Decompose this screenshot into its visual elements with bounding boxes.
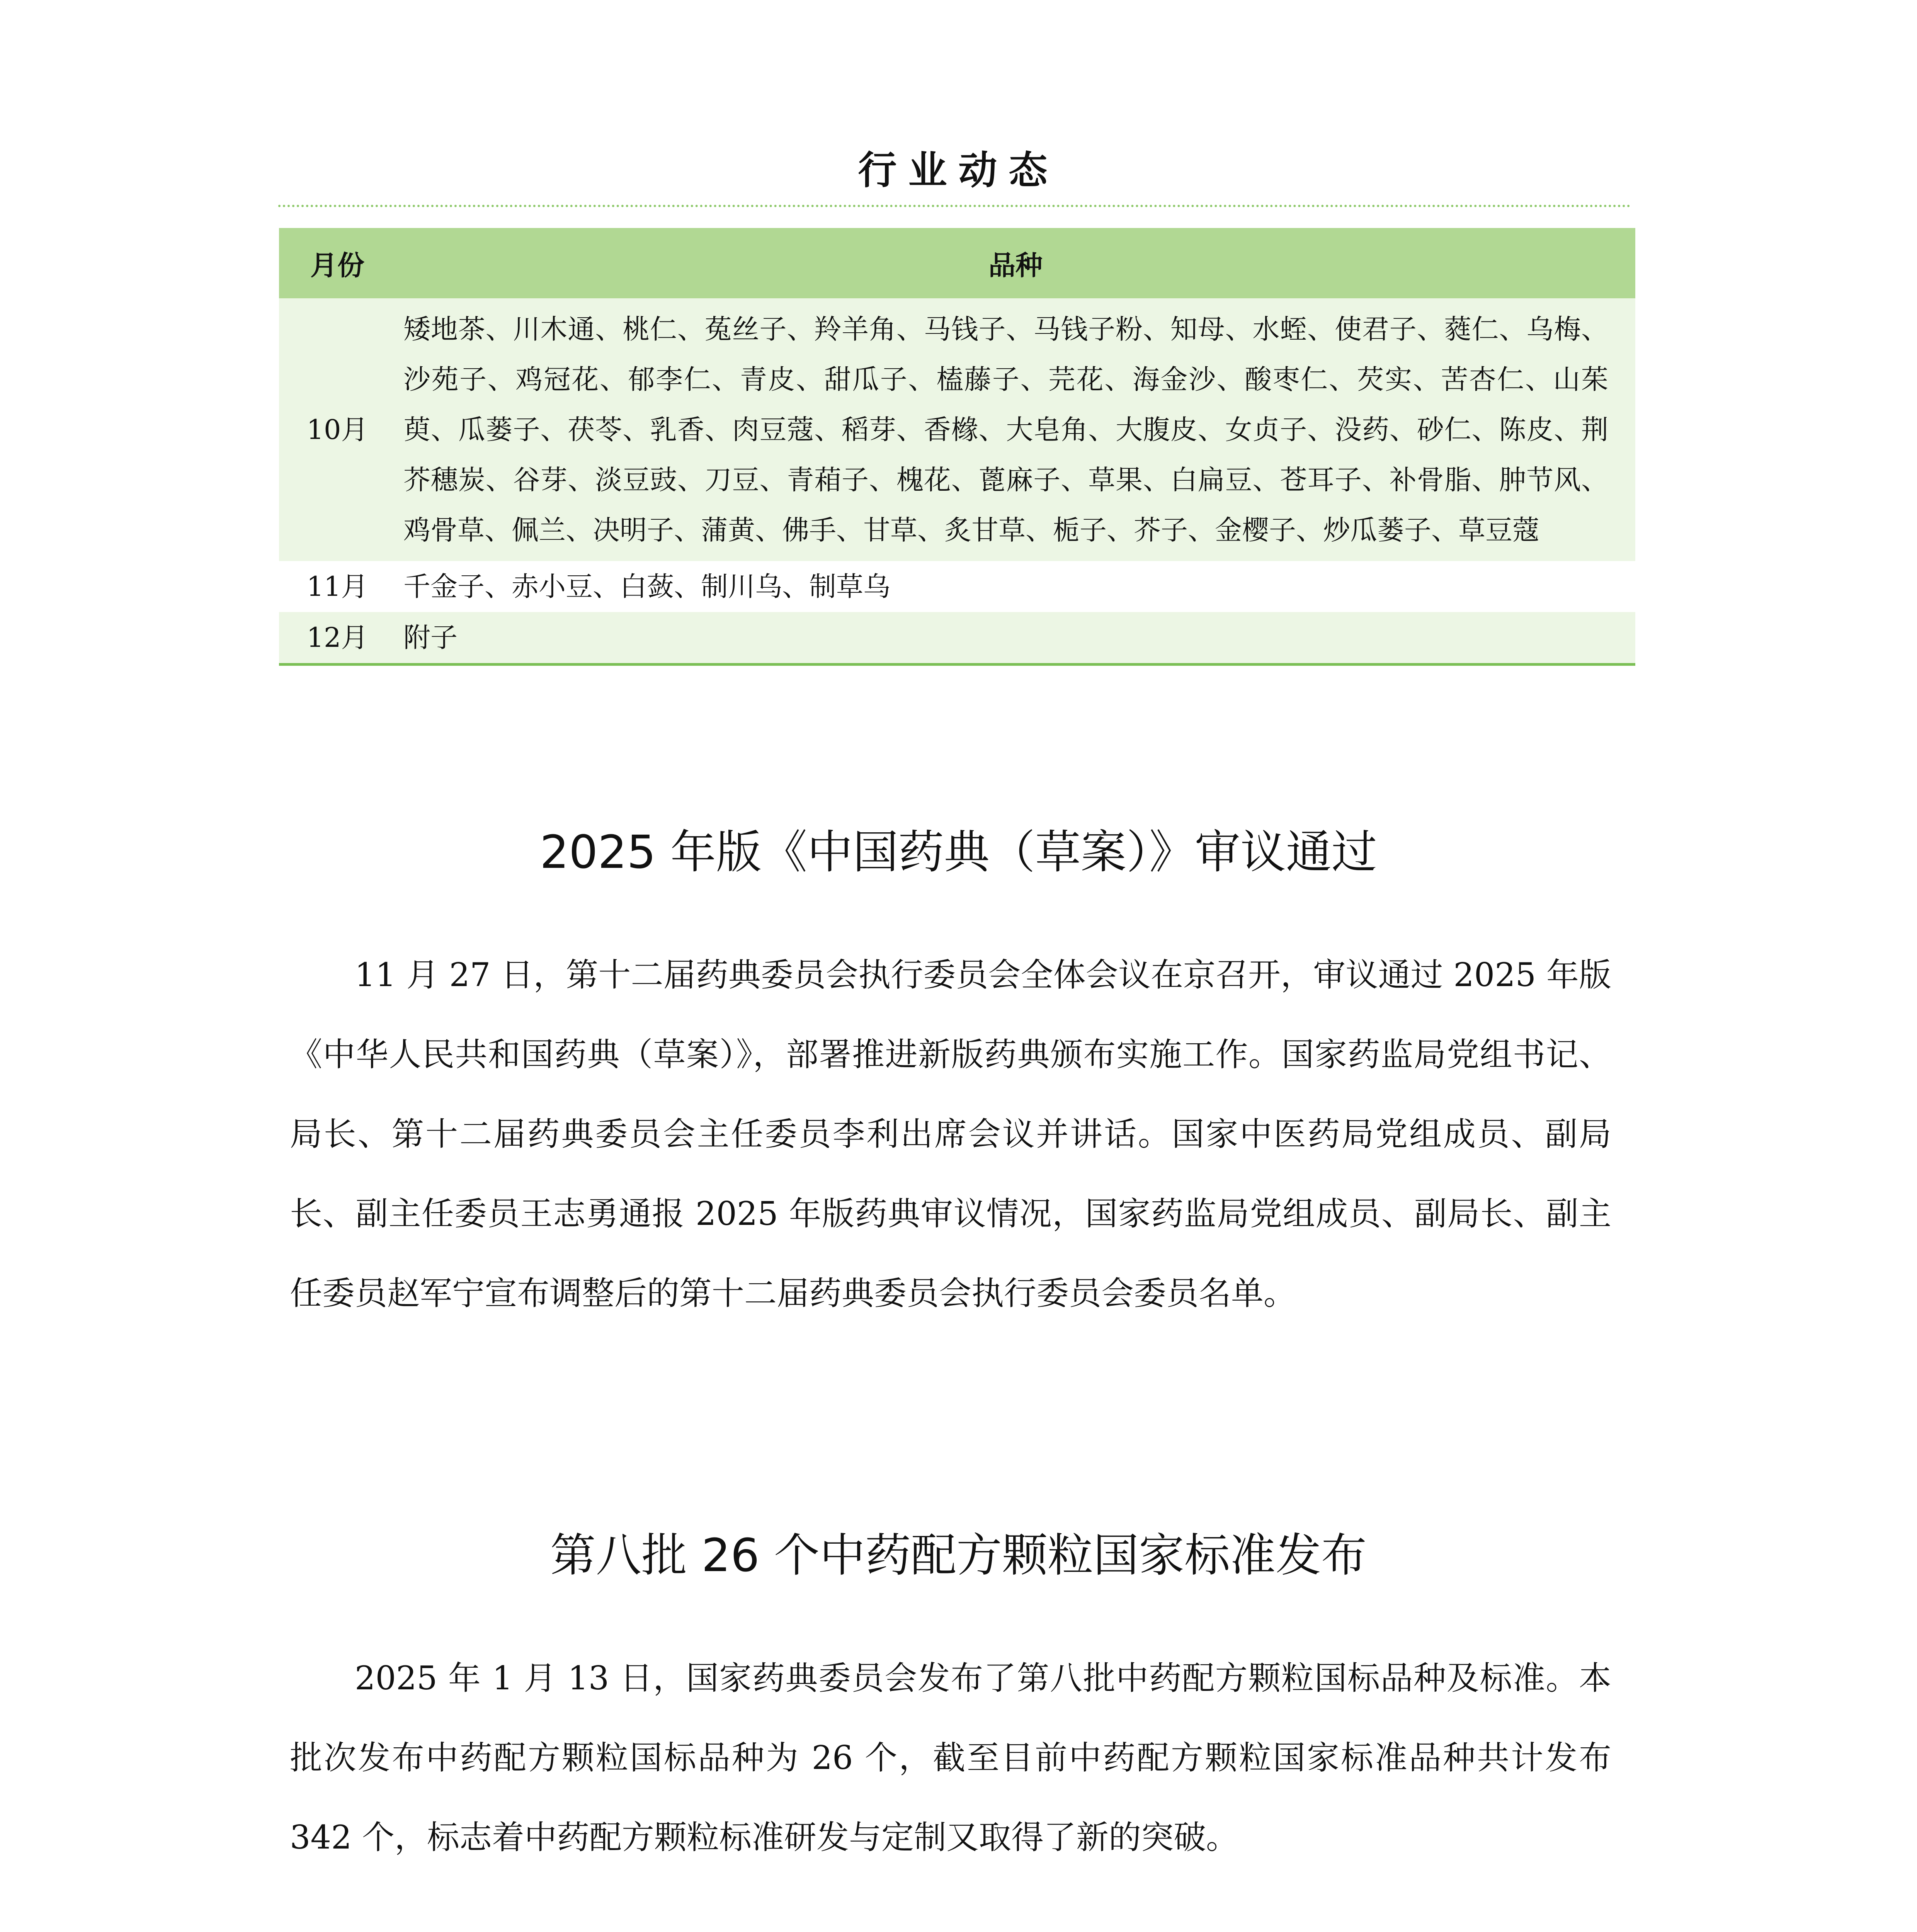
month-cell: 11月 [306, 571, 368, 602]
section-title: 行业动态 [858, 148, 1059, 193]
month-cell: 10月 [279, 298, 396, 561]
article-title: 第八批 26 个中药配方颗粒国家标准发布 [550, 1529, 1367, 1582]
month-cell: 12月 [279, 612, 396, 665]
table-row [279, 298, 1635, 561]
article-body: 2025 年 1 月 13 日，国家药典委员会发布了第八批中药配方颗粒国标品种及标准。本批次发布中药配方颗粒国标品种为 26 个，截至目前中药配方颗粒国家标准品种共计发布 342 个，标志着中药配方颗粒标准研发与定制又取得了新的突破。 [290, 1659, 1611, 1856]
header-divider [278, 205, 1631, 207]
table-row [279, 612, 1635, 665]
varieties-cell: 千金子、赤小豆、白蔹、制川乌、制草乌 [403, 571, 890, 602]
varieties-cell: 附子 [396, 612, 1635, 665]
column-header-varieties: 品种 [396, 228, 1635, 298]
varieties-cell: 矮地茶、川木通、桃仁、菟丝子、羚羊角、马钱子、马钱子粉、知母、水蛭、使君子、蕤仁、乌梅、沙苑子、鸡冠花、郁李仁、青皮、甜瓜子、榼藤子、芫花、海金沙、酸枣仁、芡实、苦杏仁、山茱萸、瓜蒌子、茯苓、乳香、肉豆蔻、稻芽、香橼、大皂角、大腹皮、女贞子、没药、砂仁、陈皮、荆芥穗炭、谷芽、淡豆豉、刀豆、青葙子、槐花、蓖麻子、草果、白扁豆、苍耳子、补骨脂、肿节风、鸡骨草、佩兰、决明子、蒲黄、佛手、甘草、炙甘草、栀子、芥子、金樱子、炒瓜蒌子、草豆蔻 [396, 298, 1635, 561]
column-header-month: 月份 [279, 228, 396, 298]
table-row [279, 561, 1635, 612]
article-body: 11 月 27 日，第十二届药典委员会执行委员会全体会议在京召开，审议通过 2025 年版《中华人民共和国药典（草案）》，部署推进新版药典颁布实施工作。国家药监局党组书记、局长、第十二届药典委员会主任委员李利出席会议并讲话。国家中医药局党组成员、副局长、副主任委员王志勇通报 2025 年版药典审议情况，国家药监局党组成员、副局长、副主任委员赵军宁宣布调整后的第十二届药典委员会执行委员会委员名单。 [290, 956, 1611, 1312]
varieties-table [279, 228, 1635, 666]
article-title: 2025 年版《中国药典（草案）》审议通过 [540, 825, 1377, 879]
